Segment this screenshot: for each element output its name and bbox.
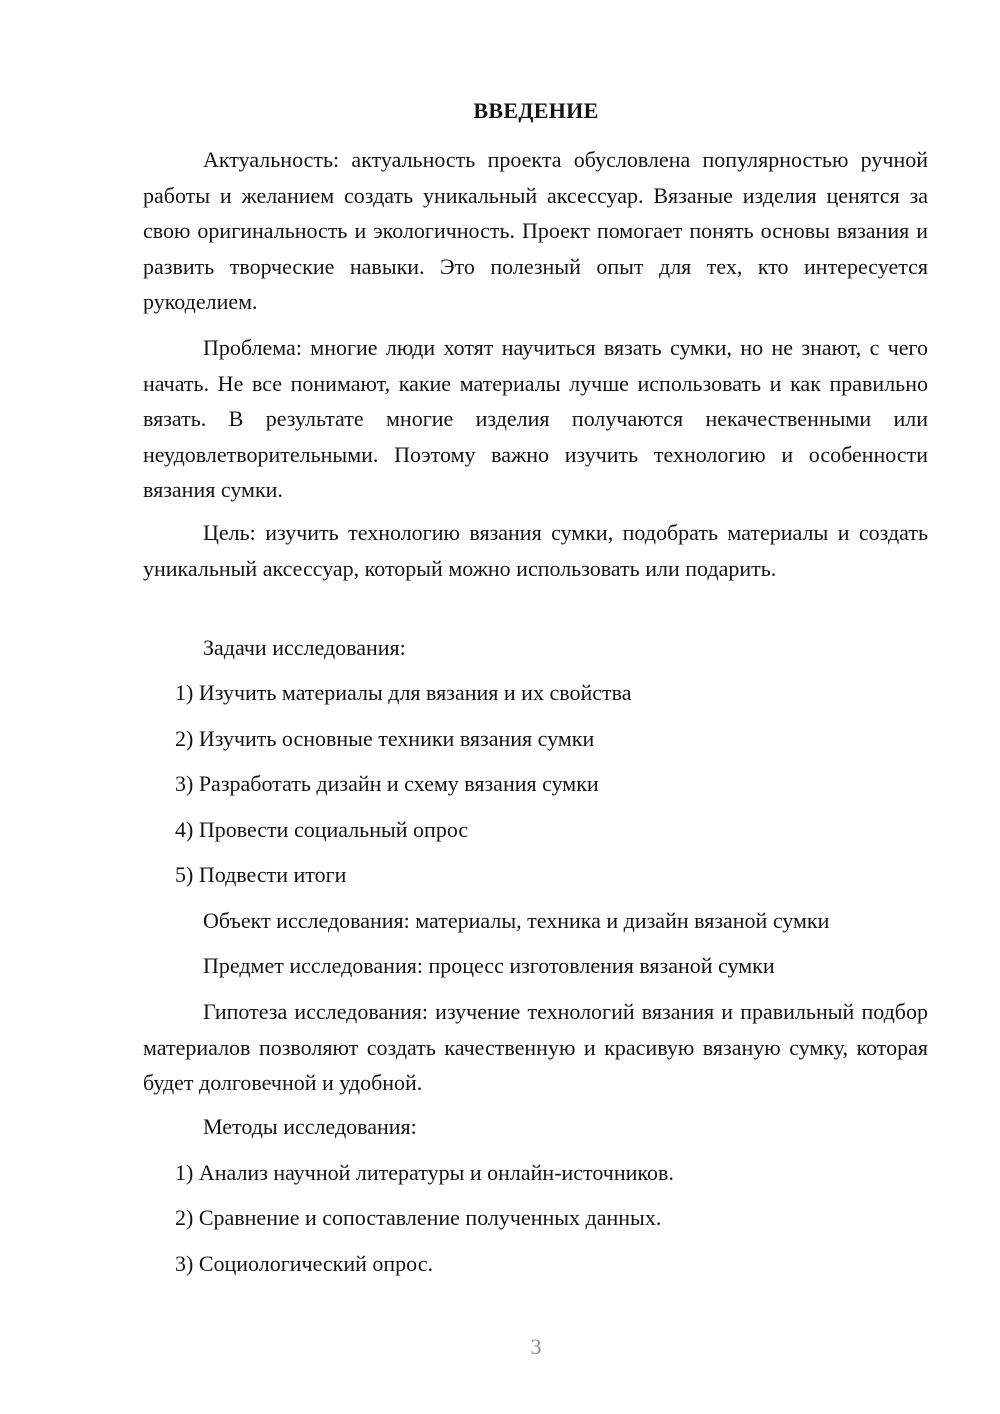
task-item: 5) Подвести итоги <box>175 862 347 887</box>
relevance-paragraph: Актуальность: актуальность проекта обусловлена популярностью ручной работы и желанием создать уникальный аксессуар. Вязаные изделия ценятся за свою оригинальность и экологичность. Проект помогает понять основы вязания и развить творческие навыки. Это полезный опыт для тех, кто интересуется рукоделием. <box>143 147 928 314</box>
task-item: 1) Изучить материалы для вязания и их свойства <box>175 680 632 705</box>
subject-line: Предмет исследования: процесс изготовления вязаной сумки <box>203 953 775 978</box>
methods-heading: Методы исследования: <box>203 1114 417 1139</box>
hypothesis-paragraph: Гипотеза исследования: изучение технологий вязания и правильный подбор материалов позволяют создать качественную и красивую вязаную сумку, которая будет долговечной и удобной. <box>143 999 928 1095</box>
goal-paragraph: Цель: изучить технологию вязания сумки, подобрать материалы и создать уникальный аксессуар, который можно использовать или подарить. <box>143 520 928 581</box>
task-item: 4) Провести социальный опрос <box>175 817 469 842</box>
object-line: Объект исследования: материалы, техника и дизайн вязаной сумки <box>203 908 830 933</box>
task-item: 2) Изучить основные техники вязания сумки <box>175 726 595 751</box>
method-item: 3) Социологический опрос. <box>175 1251 433 1276</box>
page-number: 3 <box>530 1334 542 1359</box>
task-item: 3) Разработать дизайн и схему вязания сумки <box>175 771 599 796</box>
tasks-heading: Задачи исследования: <box>203 635 406 660</box>
problem-paragraph: Проблема: многие люди хотят научиться вязать сумки, но не знают, с чего начать. Не все понимают, какие материалы лучше использовать и как правильно вязать. В результате многие изделия получаются некачественными или неудовлетворительными. Поэтому важно изучить технологию и особенности вязания сумки. <box>143 335 928 502</box>
method-item: 2) Сравнение и сопоставление полученных данных. <box>175 1205 662 1230</box>
page-title: ВВЕДЕНИЕ <box>473 98 599 123</box>
method-item: 1) Анализ научной литературы и онлайн-источников. <box>175 1160 674 1185</box>
